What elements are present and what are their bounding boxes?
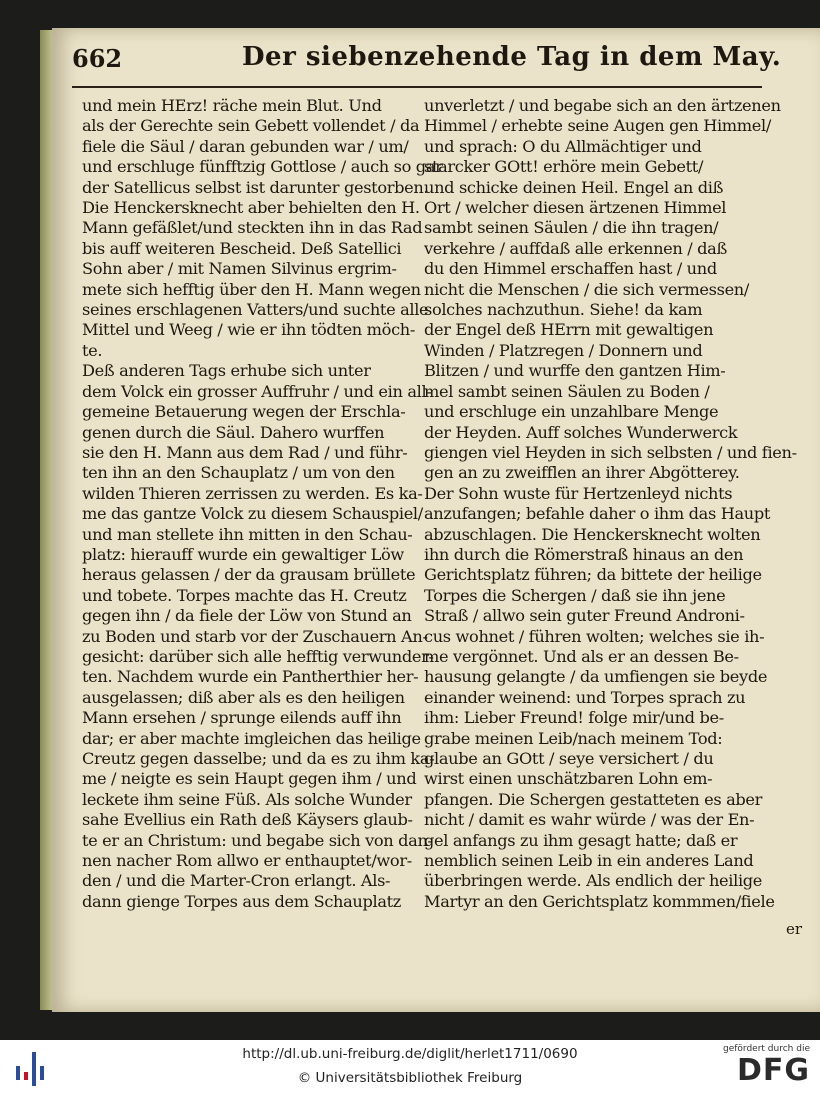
text-line: me das gantze Volck zu diesem Schauspiel/ xyxy=(82,504,423,524)
text-line: dann gienge Torpes aus dem Schauplatz xyxy=(82,891,401,911)
text-line: gegen ihn / da fiele der Löw von Stund an xyxy=(82,606,412,626)
text-line: gen an zu zweifflen an ihrer Abgötterey. xyxy=(424,463,740,483)
text-line: solches nachzuthun. Siehe! da kam xyxy=(424,300,703,320)
text-line: wirst einen unschätzbaren Lohn em- xyxy=(424,769,713,789)
text-line: nen nacher Rom allwo er enthauptet/wor- xyxy=(82,851,412,871)
text-line: und tobete. Torpes machte das H. Creutz xyxy=(82,585,407,605)
text-line: Ort / welcher diesen ärtzenen Himmel xyxy=(424,198,727,218)
text-line: pfangen. Die Schergen gestatteten es aber xyxy=(424,789,763,809)
text-line: seines erschlagenen Vatters/und suchte alle xyxy=(82,300,429,320)
text-line: Gerichtsplatz führen; da bittete der heilige xyxy=(424,565,762,585)
text-line: Mann ersehen / sprunge eilends auff ihn xyxy=(82,708,402,728)
text-line: ihn durch die Römerstraß hinaus an den xyxy=(424,544,744,564)
text-line: gesicht: darüber sich alle hefftig verwunder- xyxy=(82,646,434,666)
dfg-sponsor xyxy=(714,1044,810,1094)
text-line: anzufangen; befahle daher o ihm das Haupt xyxy=(424,504,771,524)
text-line: dar; er aber machte imgleichen das heilige xyxy=(82,728,421,748)
text-line: Straß / allwo sein guter Freund Androni- xyxy=(424,606,745,626)
text-line: Creutz gegen dasselbe; und da es zu ihm ka- xyxy=(82,749,435,768)
running-head: Der siebenzehende Tag in dem May. xyxy=(242,42,782,72)
text-line: Martyr an den Gerichtsplatz kommmen/fiele xyxy=(424,891,775,911)
text-line: ten ihn an den Schauplatz / um von den xyxy=(82,463,395,483)
text-line: me vergönnet. Und als er an dessen Be- xyxy=(424,646,739,666)
dfg-caption: gefördert durch die xyxy=(723,1044,810,1054)
text-line: der Satellicus selbst ist darunter gestorben. xyxy=(82,177,429,197)
text-line: bis auff weiteren Bescheid. Deß Satellici xyxy=(82,238,402,258)
text-line: cus wohnet / führen wolten; welches sie ih- xyxy=(424,626,765,646)
text-line: Winden / Platzregen / Donnern und xyxy=(424,340,703,360)
text-line: zu Boden und starb vor der Zuschauern An- xyxy=(82,626,428,646)
text-line: du den Himmel erschaffen hast / und xyxy=(424,259,717,279)
text-line: verkehre / auffdaß alle erkennen / daß xyxy=(424,238,727,258)
text-line: Torpes die Schergen / daß sie ihn jene xyxy=(424,585,726,605)
text-line: und erschluge ein unzahlbare Menge xyxy=(424,402,719,422)
source-url-link[interactable]: http://dl.ub.uni-freiburg.de/diglit/herlet1711/0690 xyxy=(242,1046,578,1062)
text-line: der Engel deß HErrn mit gewaltigen xyxy=(424,320,714,340)
text-line: ten. Nachdem wurde ein Pantherthier her- xyxy=(82,667,419,687)
text-line: te. xyxy=(82,340,103,360)
text-line: mete sich hefftig über den H. Mann wegen xyxy=(82,279,421,299)
text-line: me / neigte es sein Haupt gegen ihm / und xyxy=(82,769,417,789)
text-line: starcker GOtt! erhöre mein Gebett/ xyxy=(424,157,704,177)
copyright-text: © Universitätsbibliothek Freiburg xyxy=(297,1070,523,1086)
text-line: grabe meinen Leib/nach meinem Tod: xyxy=(424,728,723,748)
text-line: Deß anderen Tags erhube sich unter xyxy=(82,361,371,381)
text-line: heraus gelassen / der da grausam brüllete xyxy=(82,565,416,585)
text-line: giengen viel Heyden in sich selbsten / und fien- xyxy=(424,442,797,462)
text-line: hausung gelangte / da umfiengen sie beyde xyxy=(424,667,768,687)
text-line: und erschluge fünfftzig Gottlose / auch so gar xyxy=(82,157,443,177)
text-line: Himmel / erhebte seine Augen gen Himmel/ xyxy=(424,116,771,136)
text-line: den / und die Marter-Cron erlangt. Als- xyxy=(82,871,391,891)
text-line: überbringen werde. Als endlich der heilige xyxy=(424,871,763,891)
page-number: 662 xyxy=(72,44,123,73)
text-line: Sohn aber / mit Namen Silvinus ergrim- xyxy=(82,259,397,279)
text-line: nicht / damit es wahr würde / was der En- xyxy=(424,810,755,830)
text-line: Blitzen / und wurffe den gantzen Him- xyxy=(424,361,726,381)
text-line: Mann gefäßlet/und steckten ihn in das Rad xyxy=(82,218,423,238)
text-line: leckete ihm seine Füß. Als solche Wunder xyxy=(82,789,412,809)
text-line: platz: hierauff wurde ein gewaltiger Löw xyxy=(82,544,404,564)
dfg-logo[interactable]: DFG xyxy=(736,1053,810,1088)
text-line: gel anfangs zu ihm gesagt hatte; daß er xyxy=(424,830,738,850)
text-line: nicht die Menschen / die sich vermessen/ xyxy=(424,279,749,299)
text-line: glaube an GOtt / seye versichert / du xyxy=(424,749,714,768)
text-line: gemeine Betauerung wegen der Erschla- xyxy=(82,402,406,422)
text-line: sie den H. Mann aus dem Rad / und führ- xyxy=(82,442,408,462)
catchword: er xyxy=(785,920,802,938)
text-line: und man stellete ihn mitten in den Schau- xyxy=(82,524,413,544)
text-line: und schicke deinen Heil. Engel an diß xyxy=(424,177,724,197)
text-line: fiele die Säul / daran gebunden war / um/ xyxy=(82,136,409,156)
text-line: sambt seinen Säulen / die ihn tragen/ xyxy=(424,218,719,238)
text-line: ihm: Lieber Freund! folge mir/und be- xyxy=(424,708,724,728)
text-line: wilden Thieren zerrissen zu werden. Es ka- xyxy=(82,483,423,503)
text-line: der Heyden. Auff solches Wunderwerck xyxy=(424,422,738,442)
text-line: ausgelassen; diß aber als es den heiligen xyxy=(82,687,405,707)
text-line: genen durch die Säul. Dahero wurffen xyxy=(82,422,385,442)
text-line: Der Sohn wuste für Hertzenleyd nichts xyxy=(424,483,733,503)
text-line: abzuschlagen. Die Henckersknecht wolten xyxy=(424,524,761,544)
footer-bar xyxy=(0,1040,820,1099)
text-line: und sprach: O du Allmächtiger und xyxy=(424,136,702,156)
text-line: dem Volck ein grosser Auffruhr / und ein all- xyxy=(82,381,432,401)
text-line: als der Gerechte sein Gebett vollendet / da xyxy=(82,116,420,136)
text-line: sahe Evellius ein Rath deß Käysers glaub- xyxy=(82,810,413,830)
text-line: einander weinend: und Torpes sprach zu xyxy=(424,687,746,707)
text-line: nemblich seinen Leib in ein anderes Land xyxy=(424,851,754,871)
page-frame xyxy=(52,28,820,1012)
text-line: Mittel und Weeg / wie er ihn tödten möch- xyxy=(82,320,415,340)
text-line: und mein HErz! räche mein Blut. Und xyxy=(82,96,382,115)
text-line: te er an Christum: und begabe sich von dan- xyxy=(82,830,433,850)
text-line: unverletzt / und begabe sich an den ärtzenen xyxy=(424,96,781,115)
text-line: mel sambt seinen Säulen zu Boden / xyxy=(424,381,710,401)
text-line: Die Henckersknecht aber behielten den H. xyxy=(82,198,420,218)
